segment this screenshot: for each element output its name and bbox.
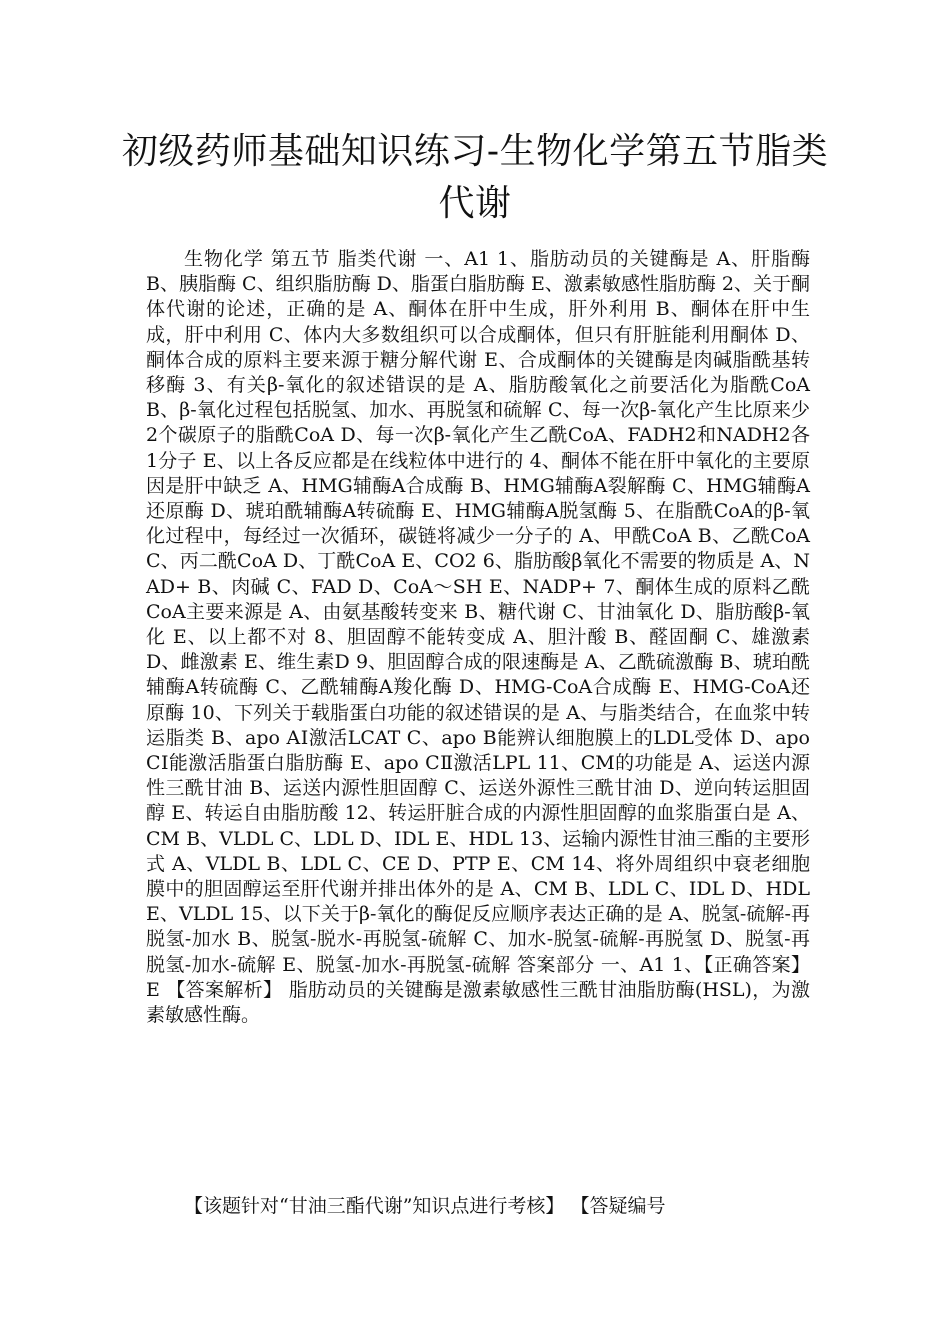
document-body: 生物化学 第五节 脂类代谢 一、A1 1、脂肪动员的关键酶是 A、肝脂酶 B、胰脂酶 C、组织脂肪酶 D、脂蛋白脂肪酶 E、激素敏感性脂肪酶 2、关于酮体代谢的论述，正确的是 A、酮体在肝中生成，肝外利用 B、酮体在肝中生成，肝中利用 C、体内大多数组织可以合成酮体，但只有肝脏能利用酮体 D、酮体合成的原料主要来源于糖分解代谢 E、合成酮体的关键酶是肉碱脂酰基转移酶 3、有关β-氧化的叙述错误的是 A、脂肪酸氧化之前要活化为脂酰CoA B、β-氧化过程包括脱氢、加水、再脱氢和硫解 C、每一次β-氧化产生比原来少2个碳原子的脂酰CoA D、每一次β-氧化产生乙酰CoA、FADH2和NADH2各1分子 E、以上各反应都是在线粒体中进行的 4、酮体不能在肝中氧化的主要原因是肝中缺乏 A、HMG辅酶A合成酶 B、HMG辅酶A裂解酶 C、HMG辅酶A还原酶 D、琥珀酰辅酶A转硫酶 E、HMG辅酶A脱氢酶 5、在脂酰CoA的β-氧化过程中，每经过一次循环，碳链将减少一分子的 A、甲酰CoA B、乙酰CoA C、丙二酰CoA D、丁酰CoA E、CO2 6、脂肪酸β氧化不需要的物质是 A、NAD+ B、肉碱 C、FAD D、CoA～SH E、NADP+ 7、酮体生成的原料乙酰CoA主要来源是 A、由氨基酸转变来 B、糖代谢 C、甘油氧化 D、脂肪酸β-氧化 E、以上都不对 8、胆固醇不能转变成 A、胆汁酸 B、醛固酮 C、雄激素 D、雌激素 E、维生素D 9、胆固醇合成的限速酶是 A、乙酰硫激酶 B、琥珀酰辅酶A转硫酶 C、乙酰辅酶A羧化酶 D、HMG-CoA合成酶 E、HMG-CoA还原酶 10、下列关于载脂蛋白功能的叙述错误的是 A、与脂类结合，在血浆中转运脂类 B、apo AⅠ激活LCAT C、apo B能辨认细胞膜上的LDL受体 D、apo CⅠ能激活脂蛋白脂肪酶 E、apo CⅡ激活LPL 11、CM的功能是 A、运送内源性三酰甘油 B、运送内源性胆固醇 C、运送外源性三酰甘油 D、逆向转运胆固醇 E、转运自由脂肪酸 12、转运肝脏合成的内源性胆固醇的血浆脂蛋白是 A、CM B、VLDL C、LDL D、IDL E、HDL 13、运输内源性甘油三酯的主要形式 A、VLDL B、LDL C、CE D、PTP E、CM 14、将外周组织中衰老细胞膜中的胆固醇运至肝代谢并排出体外的是 A、CM B、LDL C、IDL D、HDL E、VLDL 15、以下关于β-氧化的酶促反应顺序表达正确的是 A、脱氢-硫解-再脱氢-加水 B、脱氢-脱水-再脱氢-硫解 C、加水-脱氢-硫解-再脱氢 D、脱氢-再脱氢-加水-硫解 E、脱氢-加水-再脱氢-硫解 答案部分 一、A1 1、【正确答案】 E 【答案解析】 脂肪动员的关键酶是激素敏感性三酰甘油脂肪酶(HSL)，为激素敏感性酶。 [146, 248, 810, 1027]
document-title: 初级药师基础知识练习-生物化学第五节脂类代谢 [121, 131, 829, 224]
answer-note: 【该题针对“甘油三酯代谢”知识点进行考核】 【答疑编号 [184, 1195, 666, 1217]
